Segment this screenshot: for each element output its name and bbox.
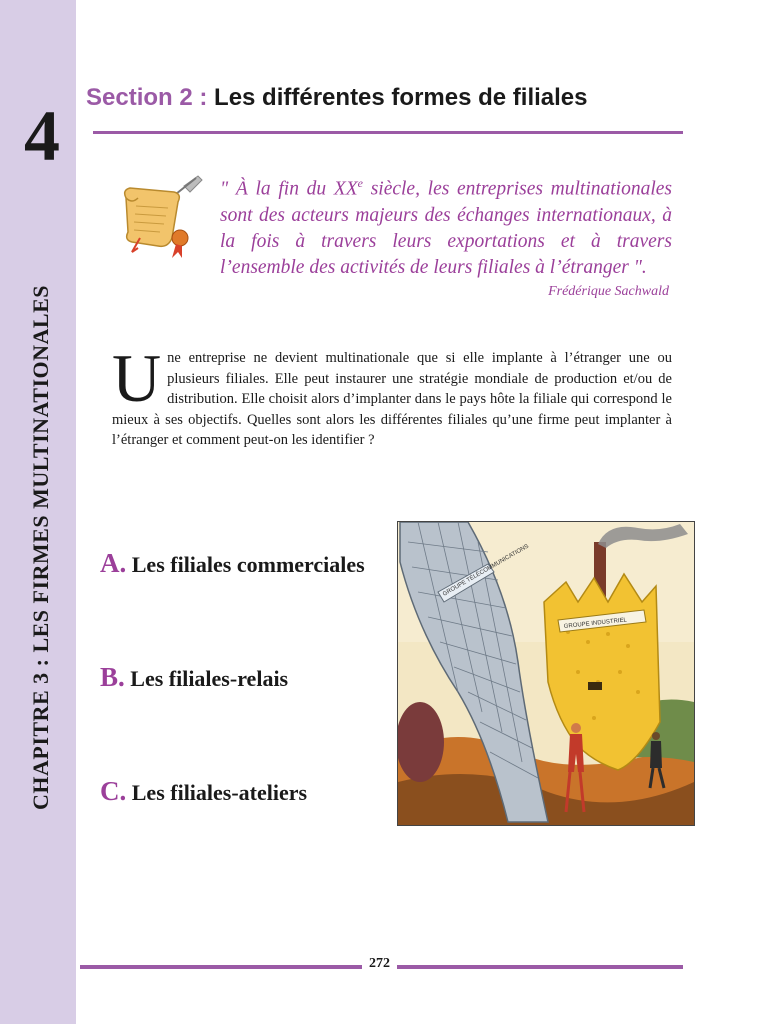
section-title: Les différentes formes de filiales xyxy=(214,84,588,111)
footer-rule-left xyxy=(80,965,362,969)
quote-superscript: e xyxy=(357,176,363,190)
scroll-quill-icon xyxy=(112,168,208,264)
subsection-b xyxy=(100,662,288,693)
subsection-a-letter: A. xyxy=(100,548,127,578)
epigraph-quote xyxy=(220,170,672,281)
industrial-banner-text: GROUPE INDUSTRIEL xyxy=(563,617,628,630)
subsection-c-title: Les filiales-ateliers xyxy=(131,780,308,805)
telecom-banner-text: GROUPE TÉLÉCOMMUNICATIONS xyxy=(442,543,530,598)
subsection-c xyxy=(100,776,307,807)
subsection-a-title: Les filiales commerciales xyxy=(131,552,365,577)
chapter-sidebar xyxy=(0,0,76,1024)
quote-author: Frédérique Sachwald xyxy=(548,284,669,299)
intro-text: ne entreprise ne devient multinationale que si elle implante à l’étranger une ou plusieurs filiales. Elle peut instaurer une stratégie mondiale de production et/ou de distribution. Elle choisit alors d’implanter dans le pays hôte la filiale qui correspond le mieux à ses objectifs. Quelles sont alors les différentes filiales qu’une firme peut implanter à l’étranger et comment peut-on les identifier ? xyxy=(112,350,672,448)
quote-text-after: siècle, les entreprises multinationales sont des acteurs majeurs des échanges internationaux, à la fois à travers leurs exportations et à travers l’ensemble des activités de leurs filiales à l’étranger ". xyxy=(220,178,672,278)
chapter-number: 4 xyxy=(24,96,60,176)
quote-text-before: " À la fin du XX xyxy=(220,178,358,200)
drop-cap: U xyxy=(112,340,162,416)
section-divider xyxy=(93,131,683,134)
section-label: Section 2 : xyxy=(86,84,208,111)
section-header xyxy=(86,84,588,112)
multinationals-illustration xyxy=(397,521,695,826)
subsection-b-letter: B. xyxy=(100,662,125,692)
footer-rule-right xyxy=(397,965,683,969)
intro-paragraph xyxy=(112,340,672,451)
chapter-vertical-title: CHAPITRE 3 : LES FIRMES MULTINATIONALES xyxy=(28,285,53,810)
subsection-b-title: Les filiales-relais xyxy=(130,666,289,691)
page-number: 272 xyxy=(369,956,390,971)
subsection-a xyxy=(100,548,365,579)
subsection-c-letter: C. xyxy=(100,776,127,806)
